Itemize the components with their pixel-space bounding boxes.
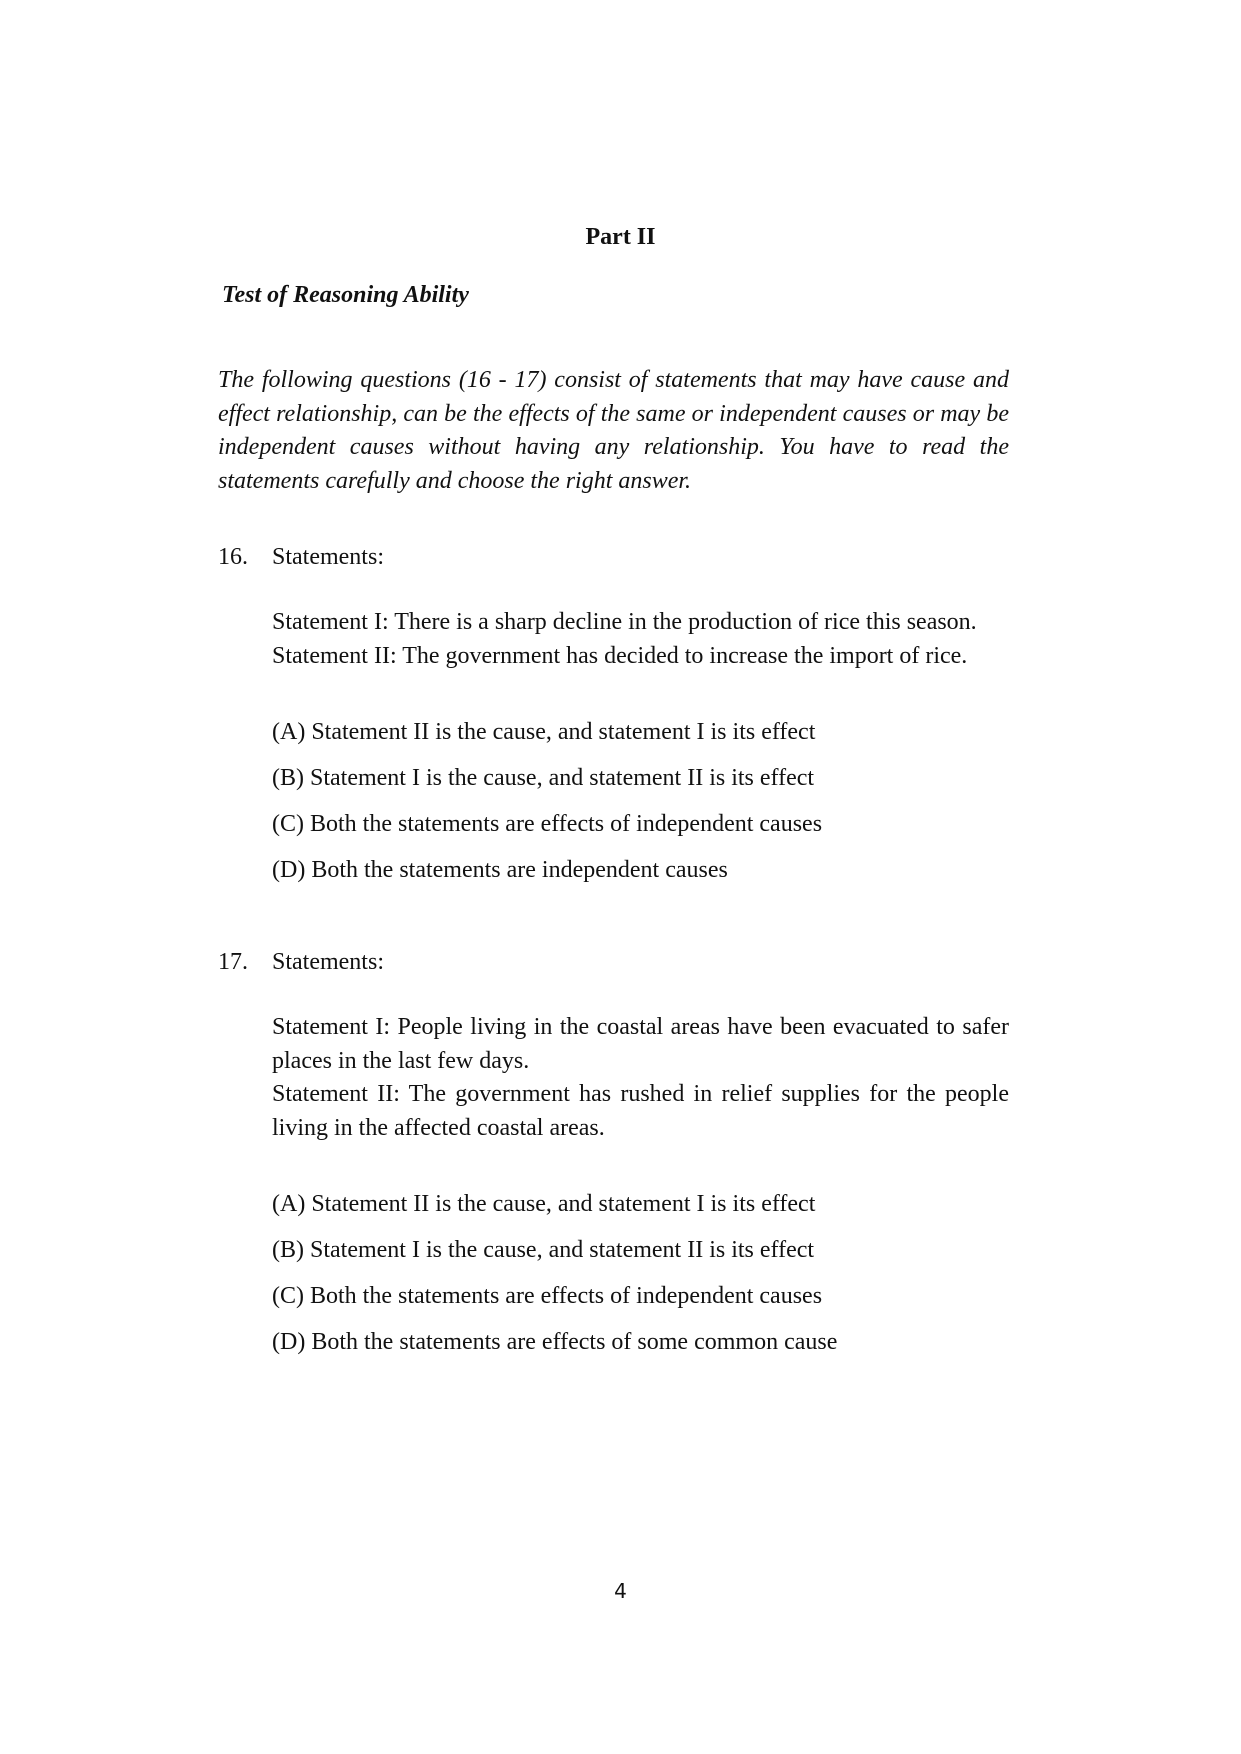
answer-options xyxy=(272,1189,1009,1357)
question-17 xyxy=(218,947,1009,1373)
option-a: (A) Statement II is the cause, and statement I is its effect xyxy=(272,1191,816,1217)
option-d: (D) Both the statements are independent causes xyxy=(272,857,728,883)
statement-1: Statement I: People living in the coastal areas have been evacuated to safer places in the last few days. xyxy=(272,1014,1009,1074)
option-c: (C) Both the statements are effects of independent causes xyxy=(272,1283,823,1309)
question-number: 17. xyxy=(218,949,248,975)
question-header xyxy=(218,947,1009,977)
question-heading: Statements: xyxy=(272,949,384,975)
statements-block xyxy=(272,606,1009,673)
statement-2: Statement II: The government has rushed in relief supplies for the people living in the affected coastal areas. xyxy=(272,1081,1009,1141)
answer-options xyxy=(272,717,1009,885)
question-header xyxy=(218,542,1009,572)
statements-block xyxy=(272,1011,1009,1145)
instructions-paragraph: The following questions (16 - 17) consist of statements that may have cause and effect relationship, can be the effects of the same or independent causes or may be independent causes without having any relationship. You have to read the statements carefully and choose the right answer. xyxy=(218,367,1009,494)
statement-1: Statement I: There is a sharp decline in the production of rice this season. xyxy=(272,609,977,635)
question-number: 16. xyxy=(218,544,248,570)
option-b: (B) Statement I is the cause, and statement II is its effect xyxy=(272,765,815,791)
question-heading: Statements: xyxy=(272,544,384,570)
option-a: (A) Statement II is the cause, and statement I is its effect xyxy=(272,719,816,745)
option-c: (C) Both the statements are effects of independent causes xyxy=(272,811,823,837)
option-d: (D) Both the statements are effects of some common cause xyxy=(272,1329,838,1355)
statement-2: Statement II: The government has decided to increase the import of rice. xyxy=(272,642,968,669)
page-number: 4 xyxy=(614,1579,627,1603)
question-16 xyxy=(218,542,1009,901)
option-b: (B) Statement I is the cause, and statement II is its effect xyxy=(272,1237,815,1263)
section-title: Test of Reasoning Ability xyxy=(222,282,469,308)
part-title: Part II xyxy=(585,224,656,250)
